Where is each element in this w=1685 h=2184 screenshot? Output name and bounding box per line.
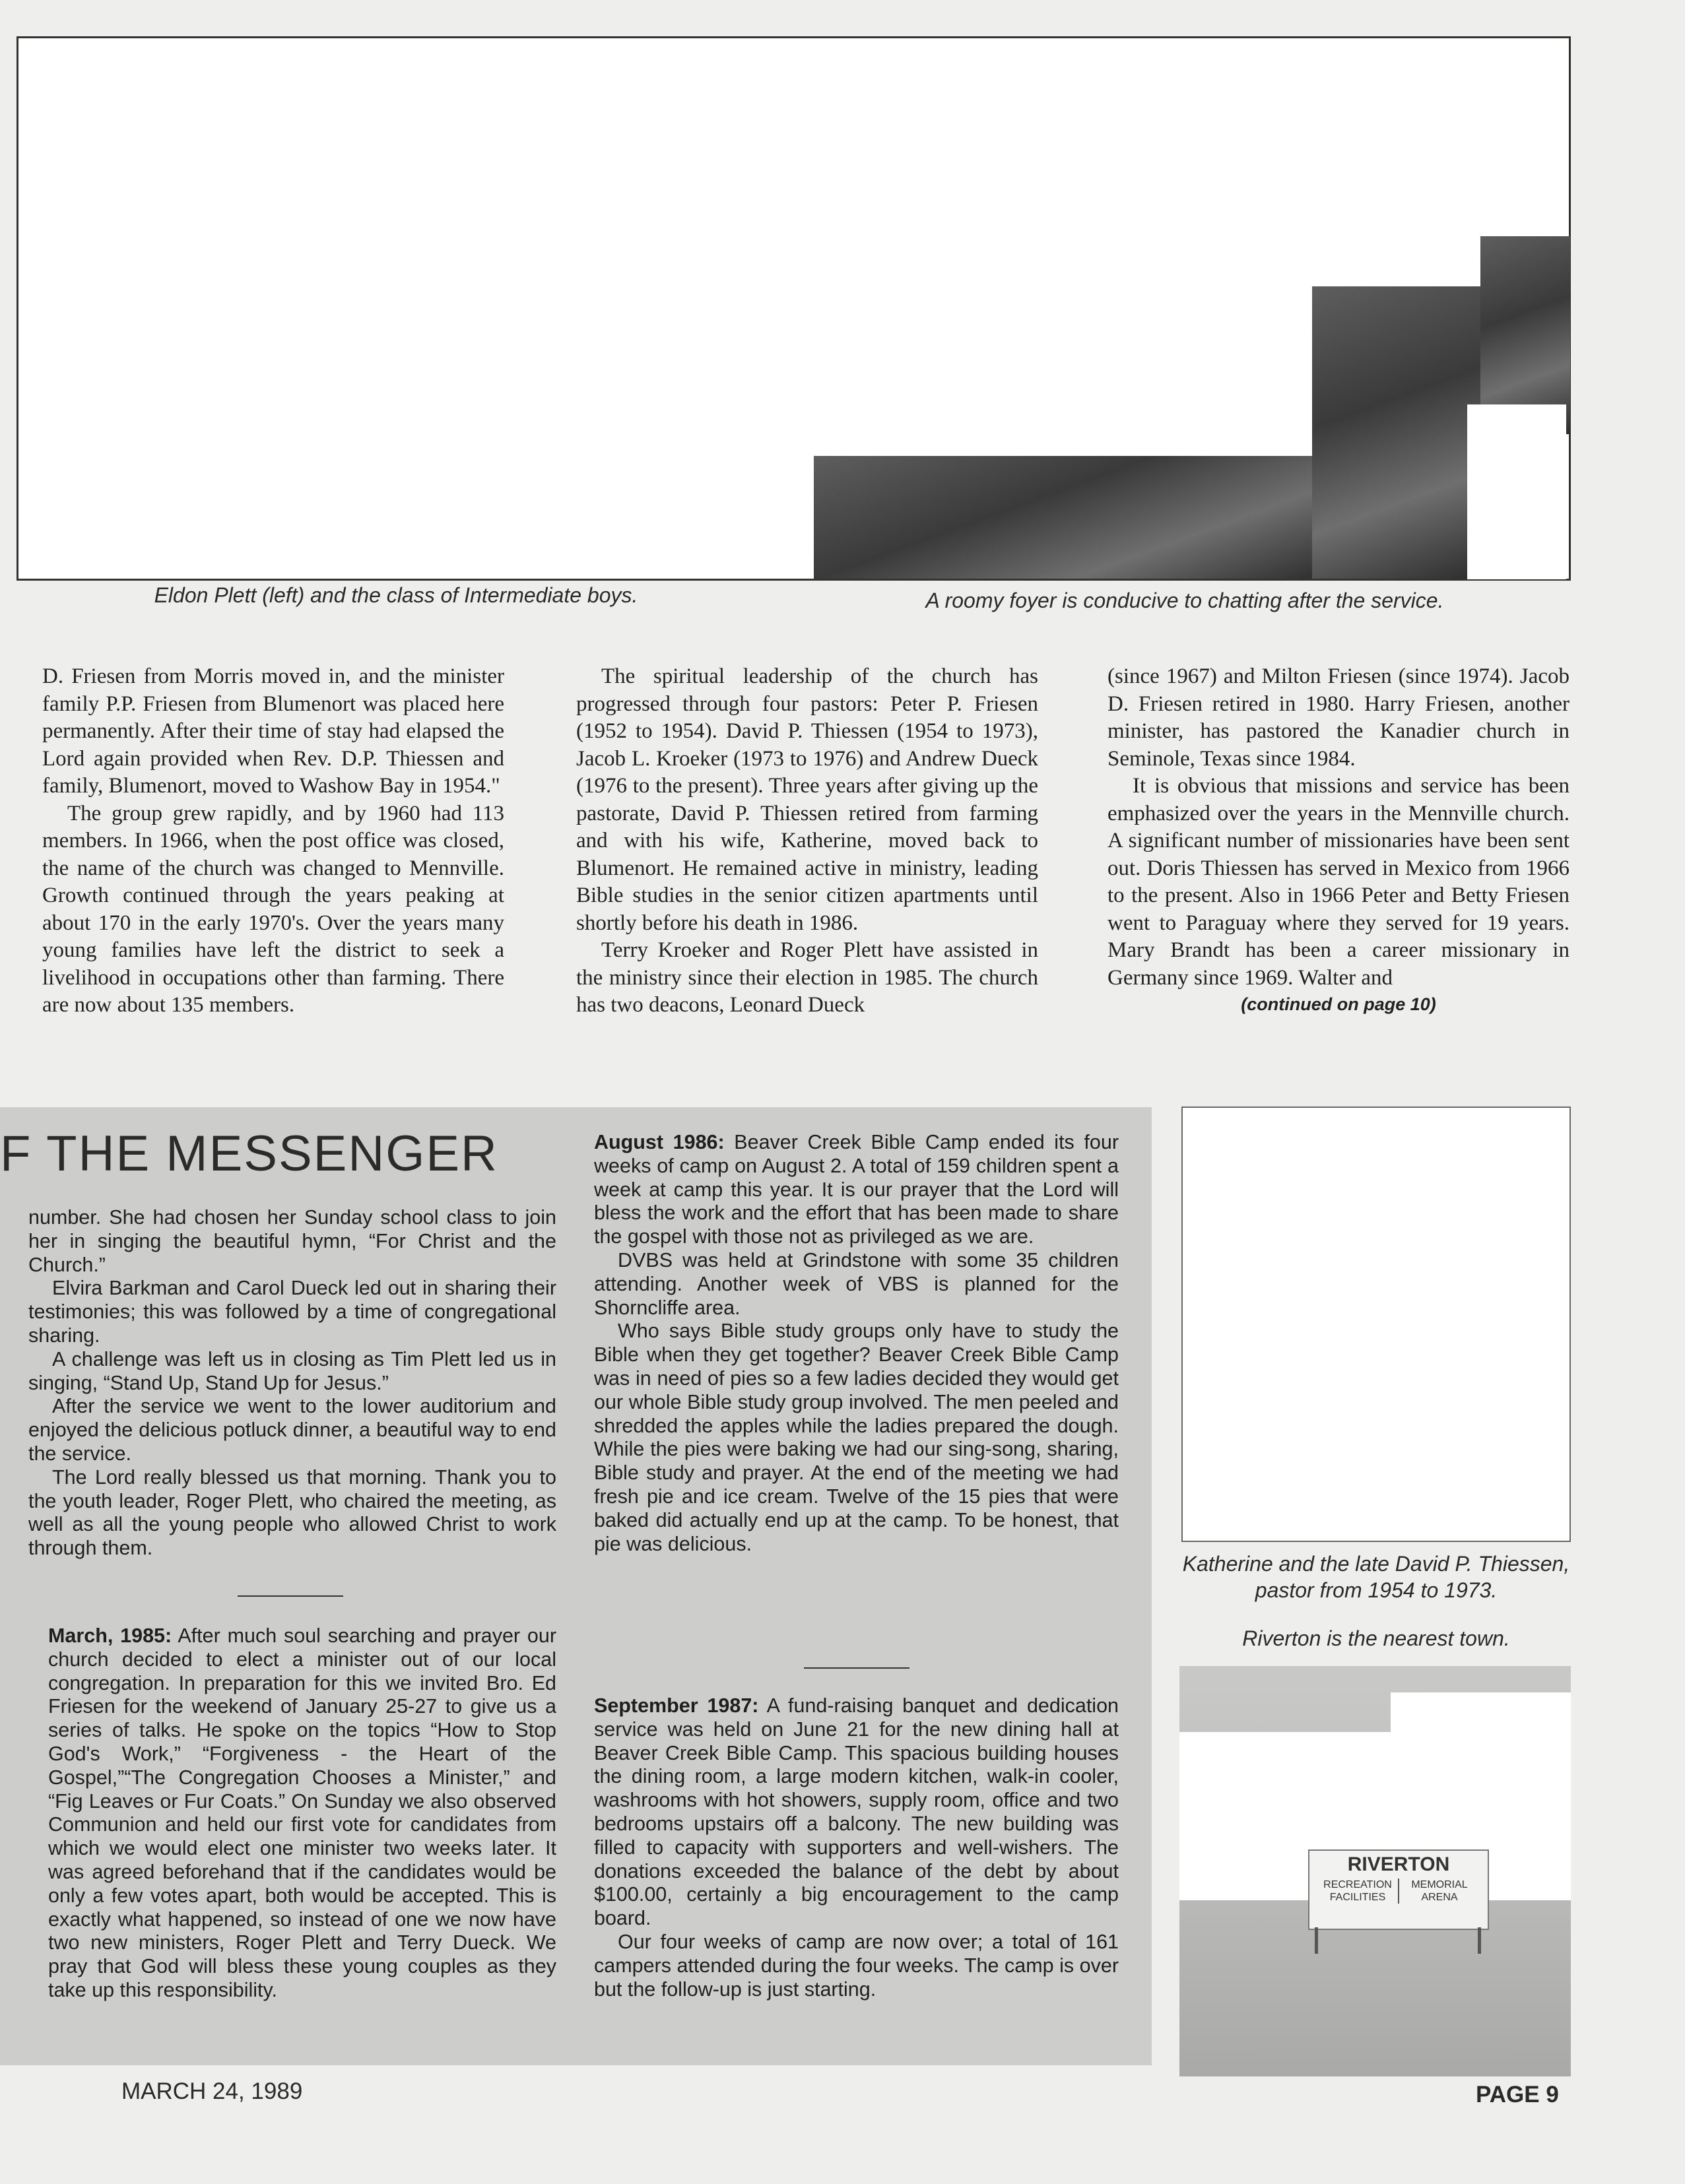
august-text: Beaver Creek Bible Camp ended its four weeks of camp on August 2. A total of 159 children spent a week at camp this year. It is our prayer that the Lord will bless the work and the effort that has been made to share the gospel with those not as privileged as we are. [594,1131,1119,1248]
article-column-1 [42,663,504,1019]
article-column-2 [576,663,1038,1019]
sign-right-text: MEMORIAL ARENA [1411,1879,1468,1903]
article-paragraph: Terry Kroeker and Roger Plett have assisted in the ministry since their election in 1985. The church has two deacons, Leonard Dueck [576,938,1038,1017]
footer-page-number: PAGE 9 [1476,2082,1559,2107]
messenger-paragraph: The Lord really blessed us that morning. Thank you to the youth leader, Roger Plett, who chaired the meeting, as well as all the young people who allowed Christ to work through them. [28,1465,556,1560]
march-label: March, 1985: [48,1624,172,1647]
section-divider [804,1667,909,1669]
september-label: September 1987: [594,1694,759,1717]
top-photo-frame [17,36,1571,581]
messenger-march-entry [48,1624,556,2003]
messenger-paragraph: Elvira Barkman and Carol Dueck led out in sharing their testimonies; this was followed by a time of congregational sharing. [28,1277,556,1347]
messenger-paragraph: Who says Bible study groups only have to study the Bible when they get together? Beaver Creek Bible Camp was in need of pies so a few ladies decided they would get our whole Bible study group involved. The men peeled and shredded the apples while the ladies prepared the dough. While the pies were baking we had our sing-song, sharing, Bible study and prayer. At the end of the meeting we had fresh pie and ice cream. Twelve of the 15 pies that were baked did actually end up at the camp. To be honest, that pie was delicious. [594,1320,1119,1555]
foyer-photo [814,456,1330,579]
caption-riverton: Riverton is the nearest town. [1242,1626,1510,1650]
footer-date: MARCH 24, 1989 [121,2078,303,2104]
messenger-paragraph: Our four weeks of camp are now over; a total of 161 campers attended during the four weeks. The camp is over but the follow-up is just starting. [594,1930,1119,2001]
september-text: A fund-raising banquet and dedication service was held on June 21 for the new dining hall at Beaver Creek Bible Camp. This spacious building houses the dining room, a large modern kitchen, walk-in cooler, washrooms with hot showers, supply room, office and two bedrooms upstairs off a balcony. The new building was filled to capacity with supporters and well-wishers. The donations exceeded the balance of the debt by about $100.00, certainly a big encouragement to the camp board. [594,1694,1119,1930]
caption-boys-class: Eldon Plett (left) and the class of Intermediate boys. [154,583,638,607]
messenger-paragraph: After the service we went to the lower auditorium and enjoyed the delicious potluck dinner, a beautiful way to end the service. [28,1395,556,1465]
sign-left-text: RECREATION FACILITIES [1321,1879,1399,1904]
sign-town-name: RIVERTON [1347,1853,1450,1875]
march-text: After much soul searching and prayer our church decided to elect a minister out of our local congregation. In preparation for this we invited Bro. Ed Friesen for the weekend of January 25-27 to give us a series of talks. He spoke on the topics “How to Stop God's Work,” “Forgiveness - the Heart of the Gospel,”“The Congregation Chooses a Minister,” and “Fig Leaves or Fur Coats.” On Sunday we also observed Communion and held our first vote for candidates from which we would elect one minister two weeks later. It was agreed beforehand that if the candidates would be only a few votes apart, both would be accepted. This is exactly what happened, so instead of one we now have two new ministers, Roger Plett and Terry Dueck. We pray that God will bless these young couples as they take up this responsibility. [48,1624,556,2001]
caption-thiessen: Katherine and the late David P. Thiessen, pastor from 1954 to 1973. [1182,1552,1570,1602]
sign-post-right [1478,1927,1481,1954]
section-divider [238,1595,343,1597]
riverton-sign [1308,1849,1489,1930]
messenger-title: F THE MESSENGER [0,1126,498,1182]
messenger-paragraph: DVBS was held at Grindstone with some 35 children attending. Another week of VBS is planned for the Shorncliffe area. [594,1248,1119,1319]
august-paragraph [594,1131,1119,1249]
article-paragraph: (since 1967) and Milton Friesen (since 1974). Jacob D. Friesen retired in 1980. Harry Friesen, another minister, has pastored the Kanadier church in Seminole, Texas since 1984. [1107,664,1569,771]
redacted-area [1467,404,1566,579]
thiessen-photo [1181,1107,1571,1542]
messenger-september-entry [594,1694,1119,2001]
messenger-right-column [594,1131,1119,1556]
september-paragraph [594,1694,1119,1931]
messenger-left-column [28,1206,556,1560]
messenger-paragraph: number. She had chosen her Sunday school class to join her in singing the beautiful hymn, “For Christ and the Church.” [28,1206,556,1276]
foyer-photo-upper [1312,286,1484,579]
article-paragraph: It is obvious that missions and service has been emphasized over the years in the Mennville church. A significant number of missionaries have been sent out. Doris Thiessen has served in Mexico from 1966 to the present. Also in 1966 Peter and Betty Friesen went to Paraguay where they served for 19 years. Mary Brandt has been a career missionary in Germany since 1969. Walter and [1107,774,1569,990]
messenger-paragraph: A challenge was left us in closing as Tim Plett led us in singing, “Stand Up, Stand Up for Jesus.” [28,1347,556,1394]
article-paragraph: The spiritual leadership of the church has progressed through four pastors: Peter P. Friesen (1952 to 1954). David P. Thiessen (1954 to 1973), Jacob L. Kroeker (1973 to 1976) and Andrew Dueck (1976 to the present). Three years after giving up the pastorate, David P. Thiessen retired from farming and with his wife, Katherine, moved back to Blumenort. He remained active in ministry, leading Bible studies in the senior citizen apartments until shortly before his death in 1986. [576,664,1038,935]
riverton-photo [1179,1666,1571,2076]
article-paragraph: D. Friesen from Morris moved in, and the minister family P.P. Friesen from Blumenort was placed here permanently. After their time of stay had elapsed the Lord again provided when Rev. D.P. Thiessen and family, Blumenort, moved to Washow Bay in 1954." [42,664,504,798]
caption-foyer: A roomy foyer is conducive to chatting after the service. [925,589,1444,612]
article-column-3 [1107,663,1569,992]
continued-note: (continued on page 10) [1241,994,1436,1014]
august-label: August 1986: [594,1131,725,1153]
article-paragraph: The group grew rapidly, and by 1960 had 113 members. In 1966, when the post office was closed, the name of the church was changed to Mennville. Growth continued through the years peaking at about 170 in the early 1970's. Over the years many young families have left the district to seek a livelihood in occupations other than farming. There are now about 135 members. [42,801,504,1017]
sign-post-left [1315,1927,1318,1954]
redacted-area [1391,1692,1571,1745]
march-paragraph [48,1624,556,2003]
